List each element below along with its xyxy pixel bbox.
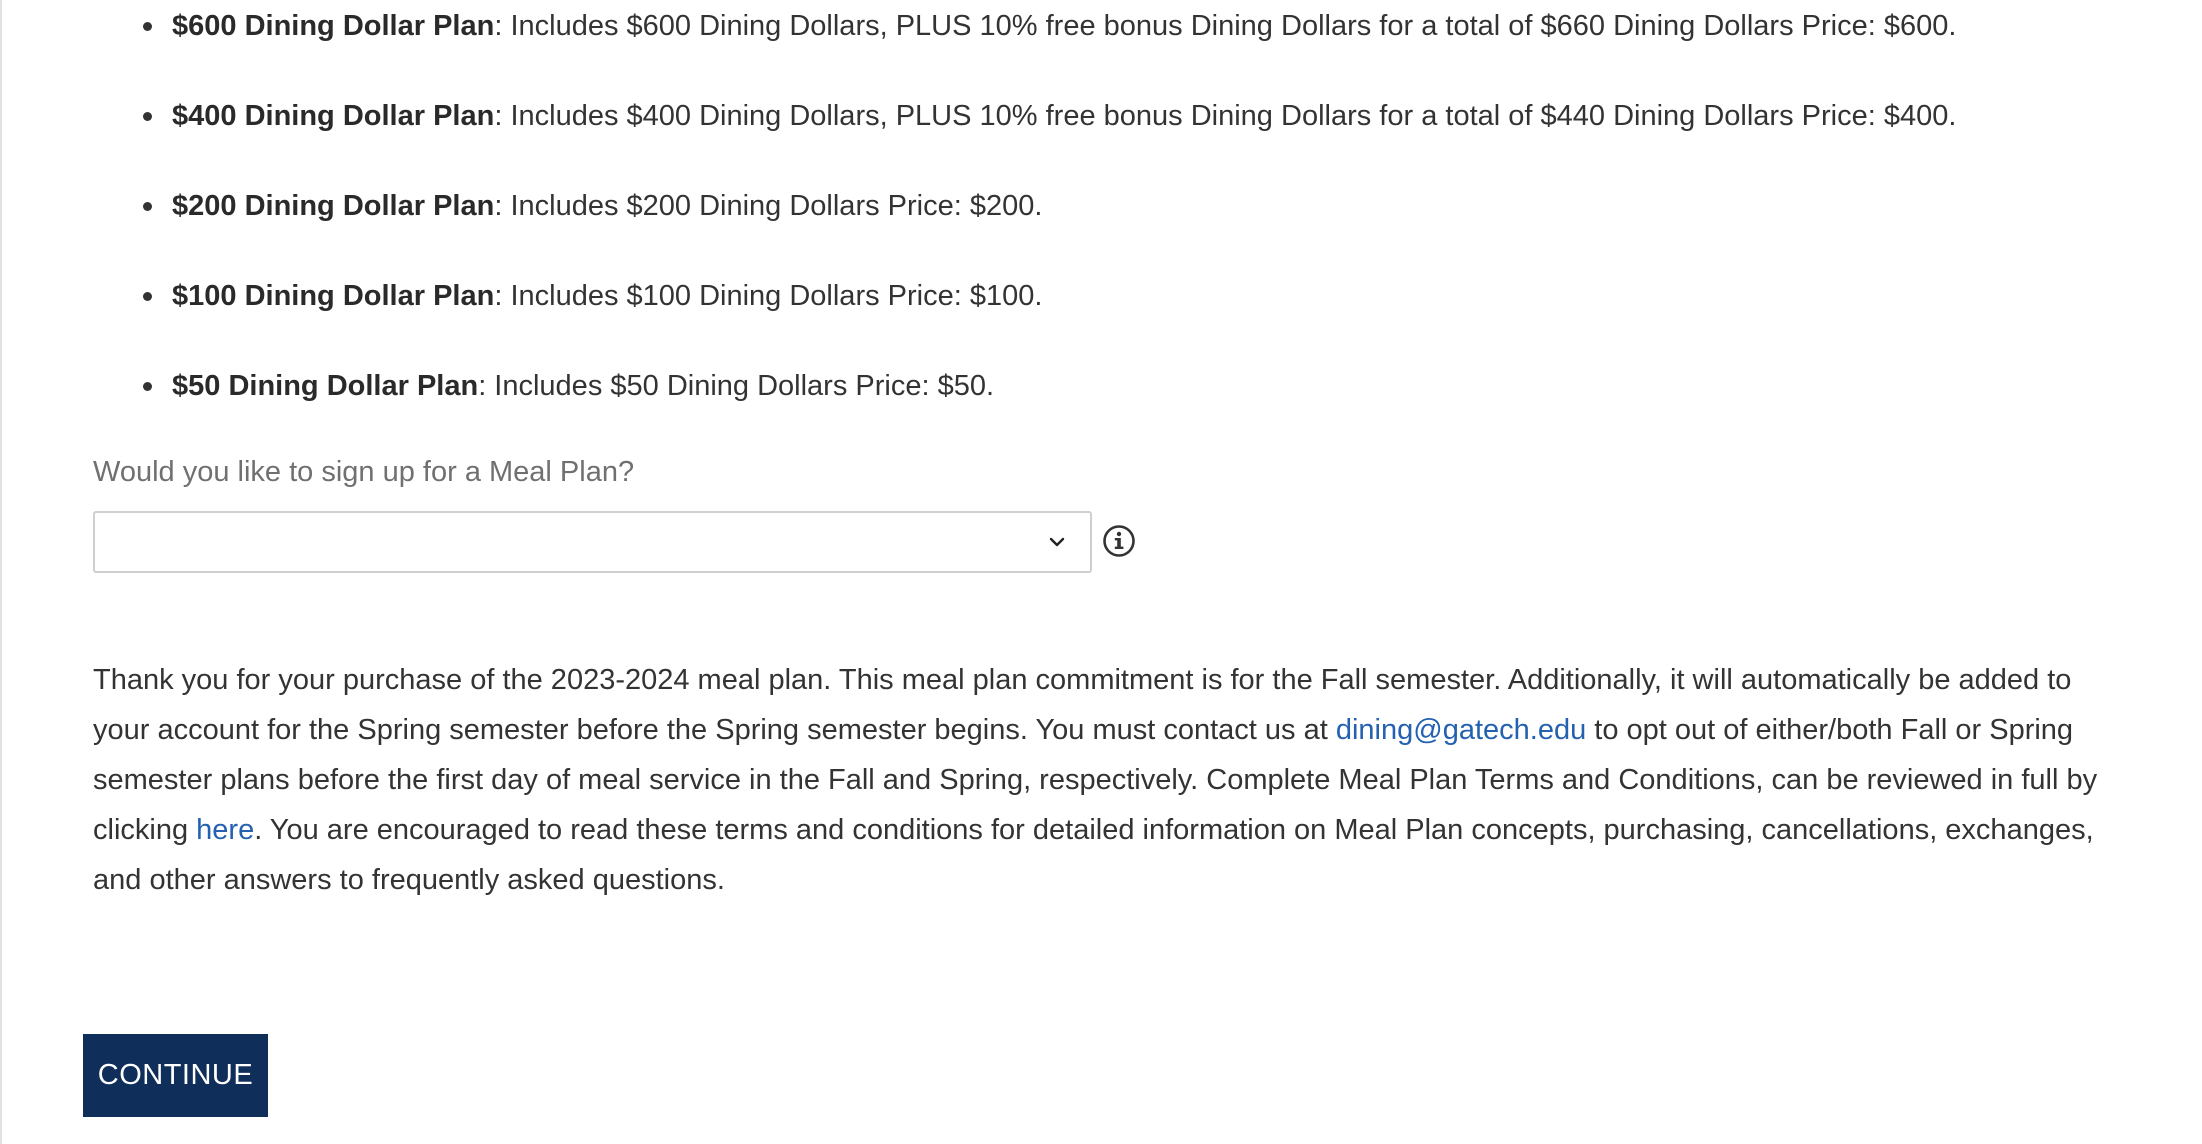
plan-description: : Includes $600 Dining Dollars, PLUS 10% free bonus Dining Dollars for a total of $660 Dining Dollars Price: $600. — [494, 9, 1957, 42]
meal-plan-question-label: Would you like to sign up for a Meal Plan? — [93, 456, 635, 488]
plan-name: $100 Dining Dollar Plan — [172, 279, 495, 312]
terms-paragraph — [93, 655, 2103, 905]
plan-description: : Includes $50 Dining Dollars Price: $50. — [478, 369, 995, 402]
dining-email-link[interactable]: dining@gatech.edu — [1335, 714, 1587, 746]
plan-list-item — [145, 180, 1042, 232]
plan-list-item — [145, 270, 1042, 322]
plan-name: $200 Dining Dollar Plan — [172, 189, 495, 222]
continue-button[interactable]: CONTINUE — [83, 1034, 268, 1117]
terms-conditions-link[interactable]: here — [196, 814, 255, 846]
plan-text — [172, 10, 1956, 43]
plan-text — [172, 100, 1956, 133]
terms-text: . You are encouraged to read these terms and conditions for detailed information on Meal Plan concepts, purchasing, cancellations, exchanges, and other answers to frequently asked questions. — [93, 814, 2094, 896]
plan-name: $50 Dining Dollar Plan — [172, 369, 479, 402]
plan-list-item — [145, 90, 1956, 142]
chevron-down-icon — [1048, 533, 1066, 551]
terms-text: to opt out of either/both Fall or Spring semester plans before the first day of meal service in the Fall and Spring, respectively. Complete Meal Plan Terms and Conditions, can be reviewed in full by clicking — [93, 714, 2098, 846]
plan-description: : Includes $200 Dining Dollars Price: $200. — [494, 189, 1043, 222]
plan-list-item — [145, 0, 1956, 52]
plan-name: $600 Dining Dollar Plan — [172, 9, 495, 42]
plan-list-item — [145, 360, 994, 412]
terms-text: Thank you for your purchase of the 2023-2024 meal plan. This meal plan commitment is for the Fall semester. Additionally, it will automatically be added to your account for the Spring semester before the Spring semester begins. You must contact us at — [93, 664, 2072, 746]
plan-text — [172, 280, 1042, 313]
meal-plan-select[interactable] — [93, 511, 1092, 573]
plan-description: : Includes $400 Dining Dollars, PLUS 10% free bonus Dining Dollars for a total of $440 Dining Dollars Price: $400. — [494, 99, 1957, 132]
info-icon[interactable] — [1102, 524, 1136, 558]
plan-text — [172, 370, 994, 403]
plan-description: : Includes $100 Dining Dollars Price: $100. — [494, 279, 1043, 312]
plan-name: $400 Dining Dollar Plan — [172, 99, 495, 132]
plan-text — [172, 190, 1042, 223]
